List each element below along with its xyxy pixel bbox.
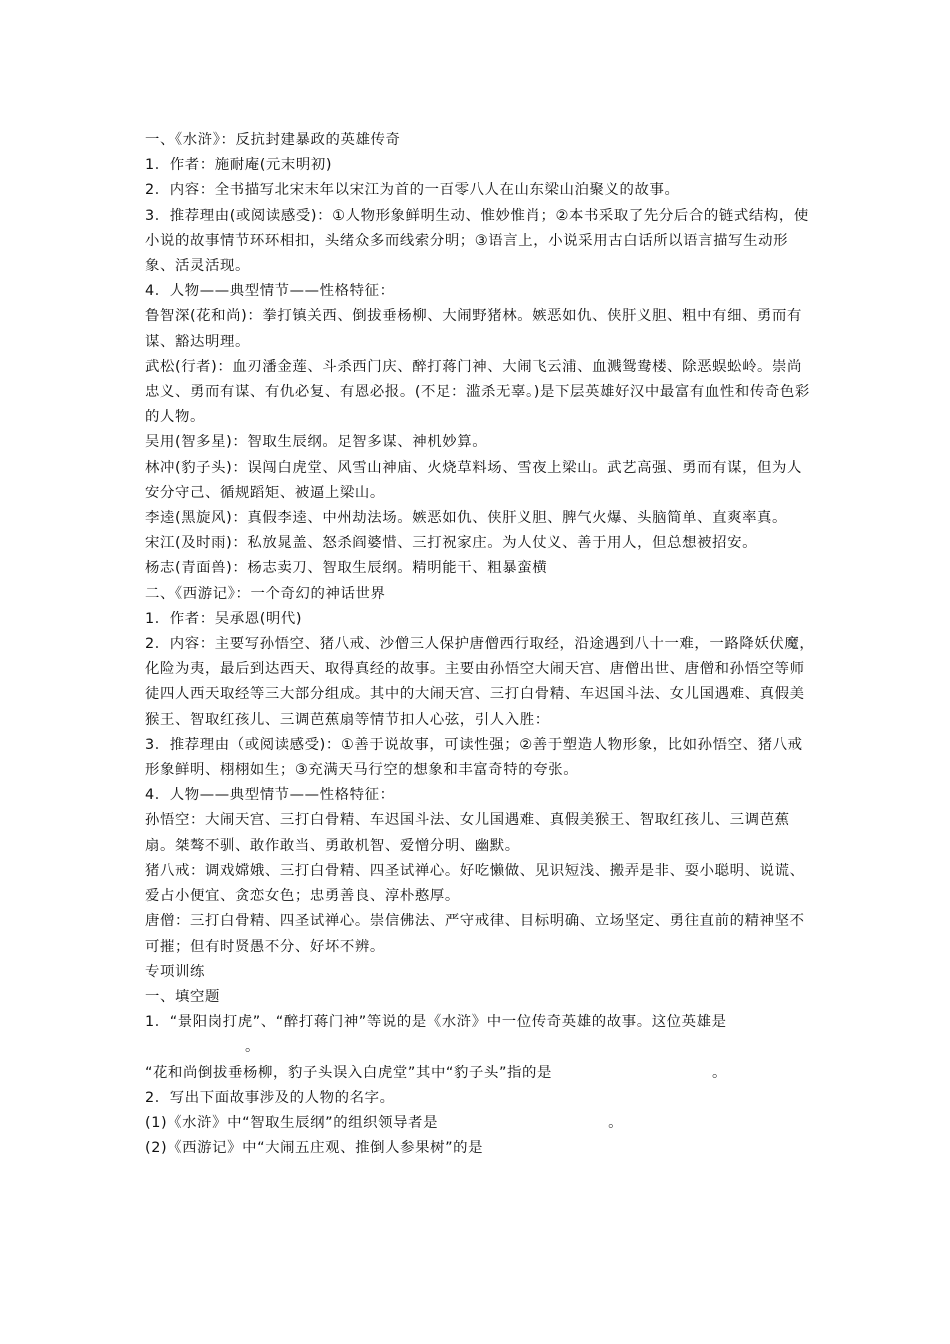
paragraph-characters-heading: 4．人物——典型情节——性格特征： bbox=[145, 283, 395, 300]
question-1b-text: “花和尚倒拔垂杨柳，豹子头误入白虎堂”其中“豹子头”指的是 bbox=[145, 1064, 552, 1081]
paragraph-zhu-bajie: 猪八戒：调戏嫦娥、三打白骨精、四圣试禅心。好吃懒做、见识短浅、搬弄是非、耍小聪明、说谎、爱占小便宜、贪恋女色；忠勇善良、淳朴憨厚。 bbox=[145, 862, 805, 905]
paragraph-author: 1．作者：施耐庵(元末明初) bbox=[145, 157, 333, 174]
section-heading-xiyouji: 二、《西游记》：一个奇幻的神话世界 bbox=[145, 585, 386, 602]
blank-end-punct-3: 。 bbox=[608, 1114, 624, 1131]
blank-end-punct-2: 。 bbox=[712, 1064, 727, 1081]
document-body bbox=[145, 128, 817, 1161]
question-1b bbox=[145, 1061, 817, 1086]
paragraph-characters-heading-2: 4．人物——典型情节——性格特征： bbox=[145, 787, 395, 804]
section-heading-shuihu: 一、《水浒》：反抗封建暴政的英雄传奇 bbox=[145, 132, 401, 148]
question-2: 2．写出下面故事涉及的人物的名字。 bbox=[145, 1089, 395, 1106]
question-2-1-text: (1)《水浒》中“智取生辰纲”的组织领导者是 bbox=[145, 1114, 439, 1131]
paragraph-reason: 3．推荐理由(或阅读感受)：①人物形象鲜明生动、惟妙惟肖；②本书采取了先分后合的链式结构，使小说的故事情节环环相扣，头绪众多而线索分明；③语言上，小说采用古白话所以语言描写生动形象、活灵活现。 bbox=[145, 207, 809, 275]
paragraph-author-2: 1．作者：吴承恩(明代) bbox=[145, 610, 303, 627]
paragraph-content-2: 2．内容：主要写孙悟空、猪八戒、沙僧三人保护唐僧西行取经，沿途遇到八十一难，一路降妖伏魔，化险为夷，最后到达西天、取得真经的故事。主要由孙悟空大闹天宫、唐僧出世、唐僧和孙悟空等师徒四人西天取经等三大部分组成。其中的大闹天宫、三打白骨精、车迟国斗法、女儿国遇难、真假美猴王、智取红孩儿、三调芭蕉扇等情节扣人心弦，引人入胜： bbox=[145, 636, 815, 728]
question-2-1 bbox=[145, 1111, 817, 1136]
paragraph-li-kui: 李逵(黑旋风)：真假李逵、中州劫法场。嫉恶如仇、侠肝义胆、脾气火爆、头脑简单、直爽率真。 bbox=[145, 510, 788, 527]
paragraph-wu-song: 武松(行者)：血刃潘金莲、斗杀西门庆、醉打蒋门神、大闹飞云浦、血溅鸳鸯楼、除恶蜈蚣岭。崇尚忠义、勇而有谋、有仇必复、有恩必报。(不足：滥杀无辜。)是下层英雄好汉中最富有血性和传奇色彩的人物。 bbox=[145, 358, 810, 426]
paragraph-lin-chong: 林冲(豹子头)：误闯白虎堂、风雪山神庙、火烧草料场、雪夜上梁山。武艺高强、勇而有谋，但为人安分守己、循规蹈矩、被逼上梁山。 bbox=[145, 459, 803, 501]
paragraph-tang-seng: 唐僧：三打白骨精、四圣试禅心。崇信佛法、严守戒律、目标明确、立场坚定、勇往直前的精神坚不可摧；但有时贤愚不分、好坏不辨。 bbox=[145, 913, 805, 955]
section-heading-fill-blank: 一、填空题 bbox=[145, 988, 220, 1005]
paragraph-wu-yong: 吴用(智多星)：智取生辰纲。足智多谋、神机妙算。 bbox=[145, 434, 488, 451]
paragraph-lu-zhishen: 鲁智深(花和尚)：拳打镇关西、倒拔垂杨柳、大闹野猪林。嫉恶如仇、侠肝义胆、粗中有细、勇而有谋、豁达明理。 bbox=[145, 308, 803, 350]
paragraph-content: 2．内容：全书描写北宋末年以宋江为首的一百零八人在山东梁山泊聚义的故事。 bbox=[145, 182, 680, 199]
paragraph-song-jiang: 宋江(及时雨)：私放晁盖、怒杀阎婆惜、三打祝家庄。为人仗义、善于用人，但总想被招安。 bbox=[145, 535, 758, 552]
paragraph-reason-2: 3．推荐理由（或阅读感受)：①善于说故事，可读性强；②善于塑造人物形象，比如孙悟空、猪八戒形象鲜明、栩栩如生；③充满天马行空的想象和丰富奇特的夸张。 bbox=[145, 736, 803, 779]
question-1-text: 1．“景阳岗打虎”、“醉打蒋门神”等说的是《水浒》中一位传奇英雄的故事。这位英雄是 bbox=[145, 1014, 727, 1031]
question-1 bbox=[145, 1010, 817, 1060]
section-heading-practice: 专项训练 bbox=[145, 963, 205, 980]
question-2-2: (2)《西游记》中“大闹五庄观、推倒人参果树”的是 bbox=[145, 1140, 484, 1157]
blank-end-punct-1: 。 bbox=[245, 1039, 260, 1056]
paragraph-yang-zhi: 杨志(青面兽)：杨志卖刀、智取生辰纲。精明能干、粗暴蛮横 bbox=[145, 560, 548, 577]
paragraph-sun-wukong: 孙悟空：大闹天宫、三打白骨精、车迟国斗法、女儿国遇难、真假美猴王、智取红孩儿、三调芭蕉扇。桀骜不驯、敢作敢当、勇敢机智、爱憎分明、幽默。 bbox=[145, 812, 790, 854]
